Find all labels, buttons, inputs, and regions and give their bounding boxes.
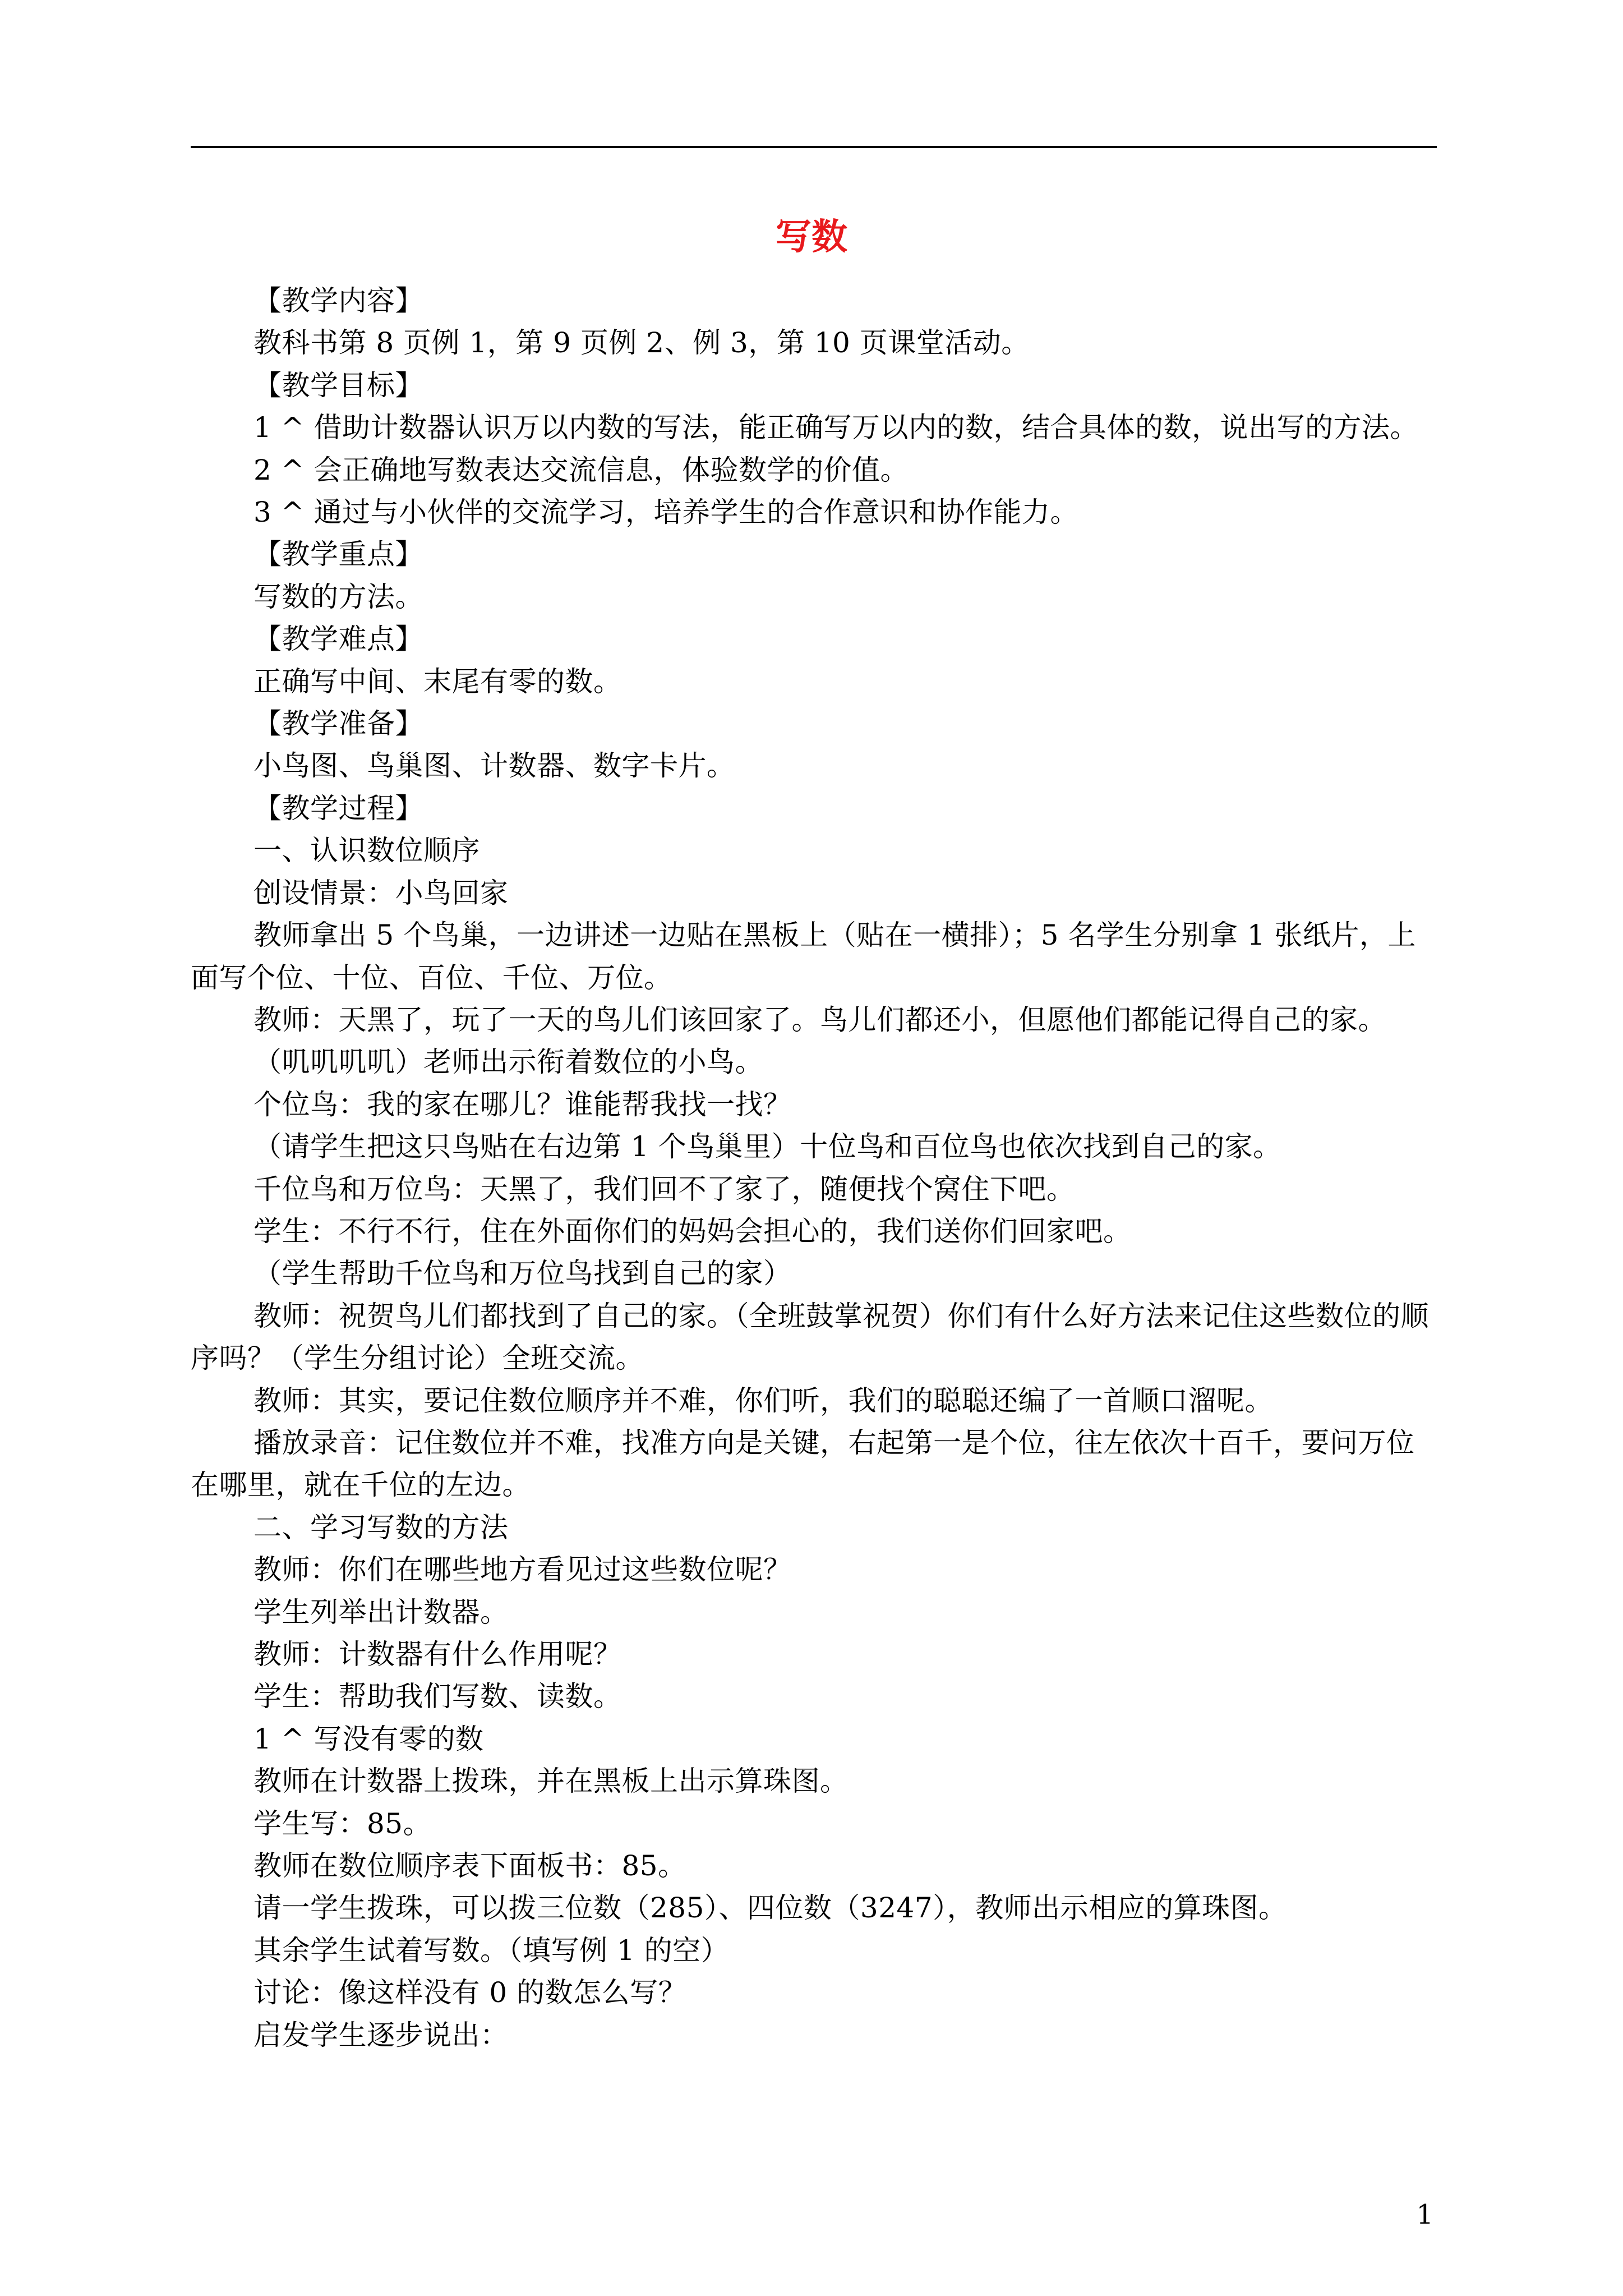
paragraph: 3 ^ 通过与小伙伴的交流学习，培养学生的合作意识和协作能力。 xyxy=(253,496,1078,529)
document-title: 写数 xyxy=(776,216,847,258)
paragraph: 1 ^ 写没有零的数 xyxy=(253,1722,484,1755)
paragraph: 教师：你们在哪些地方看见过这些数位呢？ xyxy=(253,1553,792,1586)
document-body xyxy=(191,280,1437,2056)
paragraph: 正确写中间、末尾有零的数。 xyxy=(253,665,622,698)
paragraph: 教师：计数器有什么作用呢？ xyxy=(253,1638,622,1671)
paragraph: 教师在数位顺序表下面板书：85。 xyxy=(253,1849,686,1883)
paragraph: 学生：不行不行，住在外面你们的妈妈会担心的，我们送你们回家吧。 xyxy=(253,1214,1132,1248)
heading-key-points: 【教学重点】 xyxy=(253,538,423,571)
paragraph: 教科书第 8 页例 1，第 9 页例 2、例 3，第 10 页课堂活动。 xyxy=(253,326,1030,360)
section-heading: 二、学习写数的方法 xyxy=(253,1511,509,1544)
paragraph: 启发学生逐步说出： xyxy=(253,2018,509,2051)
header-rule xyxy=(191,146,1437,148)
paragraph: 教师拿出 5 个鸟巢，一边讲述一边贴在黑板上（贴在一横排）；5 名学生分别拿 1 张纸片，上面写个位、十位、百位、千位、万位。 xyxy=(191,919,1416,994)
paragraph: 创设情景：小鸟回家 xyxy=(253,876,509,909)
paragraph: （请学生把这只鸟贴在右边第 1 个鸟巢里）十位鸟和百位鸟也依次找到自己的家。 xyxy=(253,1130,1281,1163)
paragraph: 播放录音：记住数位并不难，找准方向是关键，右起第一是个位，往左依次十百千，要问万位在哪里，就在千位的左边。 xyxy=(191,1426,1415,1502)
paragraph: 2 ^ 会正确地写数表达交流信息，体验数学的价值。 xyxy=(253,453,909,486)
paragraph: 教师：其实，要记住数位顺序并不难，你们听，我们的聪聪还编了一首顺口溜呢。 xyxy=(253,1384,1273,1417)
paragraph: 请一学生拨珠，可以拨三位数（285）、四位数（3247），教师出示相应的算珠图。 xyxy=(253,1892,1287,1925)
paragraph: 小鸟图、鸟巢图、计数器、数字卡片。 xyxy=(253,749,735,783)
heading-content: 【教学内容】 xyxy=(253,284,423,317)
paragraph: 讨论：像这样没有 0 的数怎么写？ xyxy=(253,1976,687,2009)
paragraph: 千位鸟和万位鸟：天黑了，我们回不了家了，随便找个窝住下吧。 xyxy=(253,1172,1075,1205)
paragraph: （叽叽叽叽）老师出示衔着数位的小鸟。 xyxy=(253,1046,763,1079)
paragraph: 学生：帮助我们写数、读数。 xyxy=(253,1680,622,1713)
paragraph: 学生列举出计数器。 xyxy=(253,1595,509,1628)
paragraph: 写数的方法。 xyxy=(253,580,423,613)
heading-process: 【教学过程】 xyxy=(253,792,423,825)
paragraph: 教师在计数器上拨珠，并在黑板上出示算珠图。 xyxy=(253,1765,849,1798)
heading-objectives: 【教学目标】 xyxy=(253,369,423,402)
page-number: 1 xyxy=(1416,2199,1433,2230)
paragraph: 学生写：85。 xyxy=(253,1807,432,1840)
heading-difficulties: 【教学难点】 xyxy=(253,623,423,656)
paragraph: 其余学生试着写数。（填写例 1 的空） xyxy=(253,1934,730,1967)
paragraph: 个位鸟：我的家在哪儿？谁能帮我找一找？ xyxy=(253,1088,792,1121)
paragraph: （学生帮助千位鸟和万位鸟找到自己的家） xyxy=(253,1257,792,1290)
paragraph: 教师：天黑了，玩了一天的鸟儿们该回家了。鸟儿们都还小，但愿他们都能记得自己的家。 xyxy=(253,1003,1386,1036)
paragraph: 1 ^ 借助计数器认识万以内数的写法，能正确写万以内的数，结合具体的数，说出写的方法。 xyxy=(253,411,1418,444)
heading-preparation: 【教学准备】 xyxy=(253,707,423,740)
section-heading: 一、认识数位顺序 xyxy=(253,834,480,867)
paragraph: 教师：祝贺鸟儿们都找到了自己的家。（全班鼓掌祝贺）你们有什么好方法来记住这些数位的顺序吗？（学生分组讨论）全班交流。 xyxy=(191,1299,1429,1375)
